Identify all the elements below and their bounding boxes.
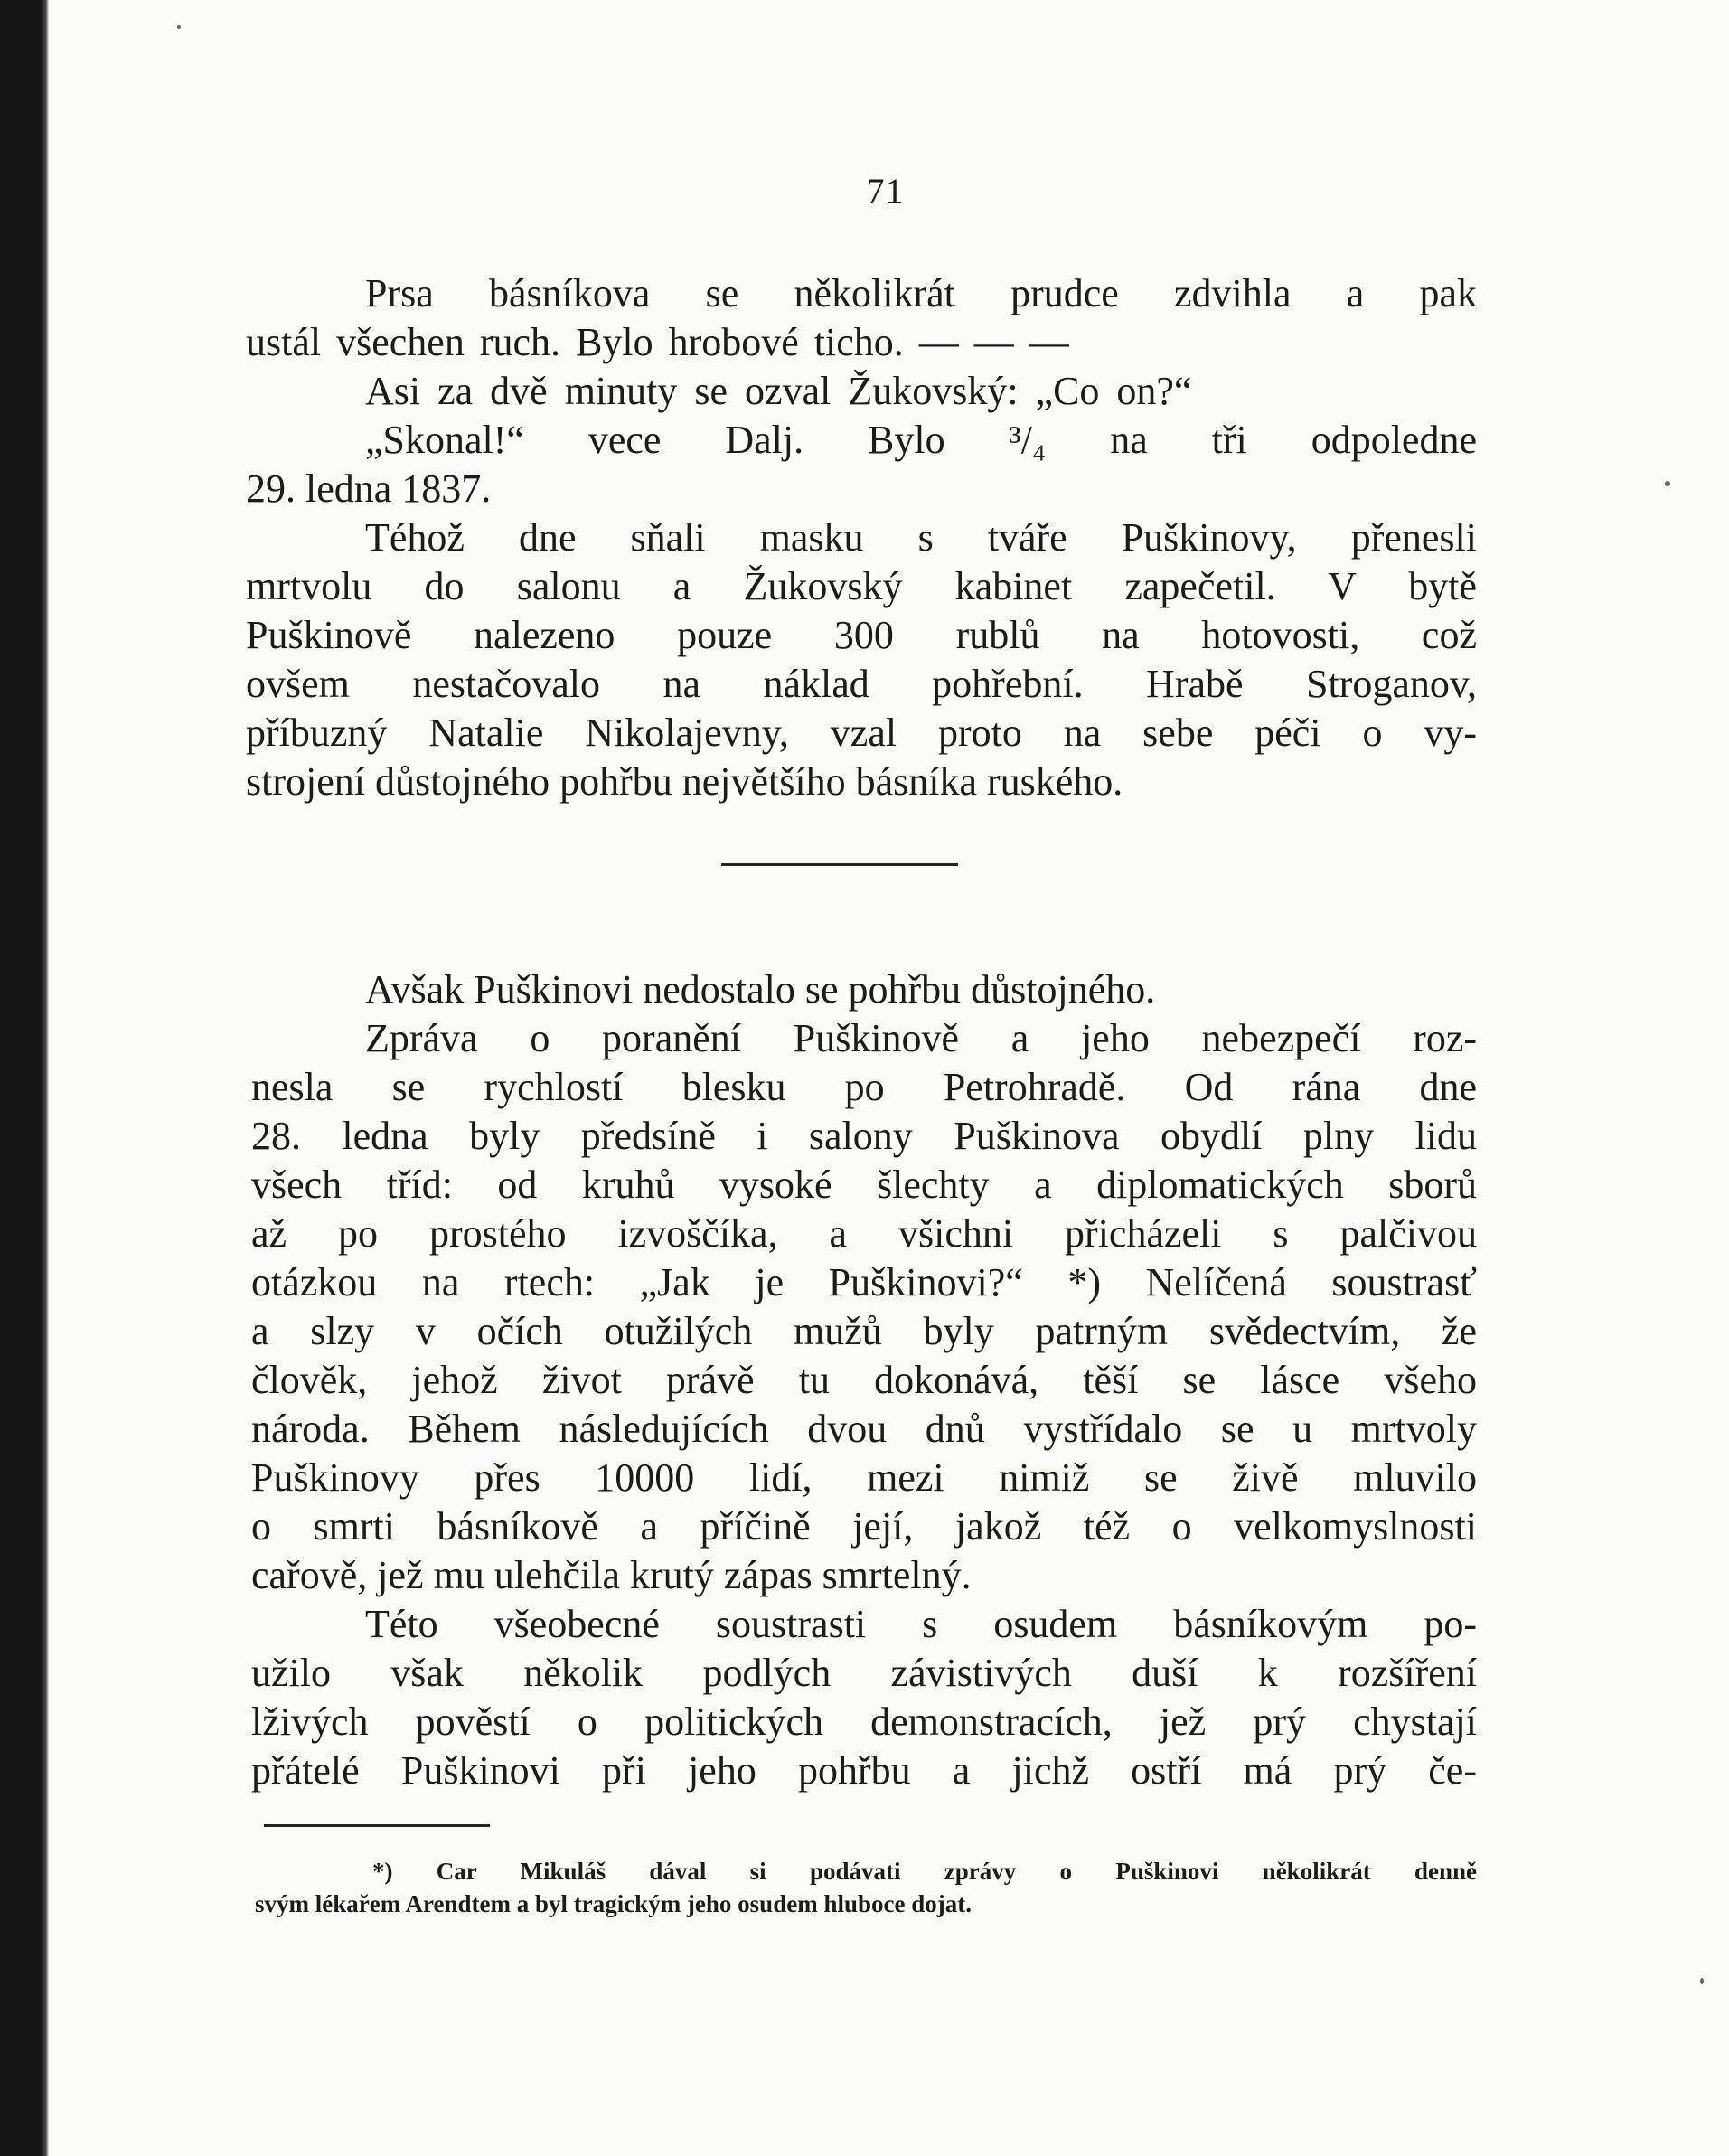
text-line: Puškinově nalezeno pouze 300 rublů na hotovosti, což bbox=[246, 613, 1477, 657]
text-line: Puškinovy přes 10000 lidí, mezi nimiž se živě mluvilo bbox=[251, 1455, 1477, 1500]
paper-speck bbox=[1665, 481, 1670, 486]
text-line: cařově, jež mu ulehčila krutý zápas smrtelný. bbox=[251, 1553, 972, 1597]
text-line: až po prostého izvoščíka, a všichni přicházeli s palčivou bbox=[251, 1211, 1477, 1256]
section-divider bbox=[721, 863, 958, 866]
page-edge bbox=[42, 0, 49, 2156]
text-line: strojení důstojného pohřbu největšího básníka ruského. bbox=[246, 759, 1123, 804]
text-line: Avšak Puškinovi nedostalo se pohřbu důstojného. bbox=[365, 967, 1156, 1012]
text-line: Zpráva o poranění Puškinově a jeho nebezpečí roz- bbox=[365, 1016, 1477, 1060]
footnote-line: svým lékařem Arendtem a byl tragickým jeho osudem hluboce dojat. bbox=[255, 1890, 972, 1917]
text-line: 29. ledna 1837. bbox=[246, 466, 492, 511]
book-page bbox=[42, 0, 1729, 2156]
text-line: „Skonal!“ vece Dalj. Bylo ³/₄ na tři odpoledne bbox=[365, 418, 1477, 462]
text-line: příbuzný Natalie Nikolajevny, vzal proto na sebe péči o vy- bbox=[246, 711, 1477, 755]
paragraph-block-1 bbox=[246, 269, 1477, 806]
footnote-line: *) Car Mikuláš dával si podávati zprávy o Puškinovi několikrát denně bbox=[372, 1858, 1477, 1885]
paragraph-block-2 bbox=[251, 965, 1477, 1795]
text-line: člověk, jehož život právě tu dokonává, těší se lásce všeho bbox=[251, 1358, 1477, 1402]
text-line: a slzy v očích otužilých mužů byly patrným svědectvím, že bbox=[251, 1309, 1477, 1353]
text-line: otázkou na rtech: „Jak je Puškinovi?“ *) Nelíčená soustrasť bbox=[251, 1260, 1477, 1304]
text-line: přátelé Puškinovi při jeho pohřbu a jichž ostří má prý če- bbox=[251, 1748, 1477, 1793]
page-number: 71 bbox=[866, 171, 905, 212]
text-line: nesla se rychlostí blesku po Petrohradě. Od rána dne bbox=[251, 1065, 1477, 1109]
text-line: všech tříd: od kruhů vysoké šlechty a diplomatických sborů bbox=[251, 1163, 1477, 1207]
text-line: 28. ledna byly předsíně i salony Puškinova obydlí plny lidu bbox=[251, 1114, 1477, 1158]
text-line: Asi za dvě minuty se ozval Žukovský: „Co on?“ bbox=[365, 369, 1192, 413]
footnote bbox=[255, 1855, 1477, 1920]
paper-speck bbox=[1700, 1978, 1704, 1984]
text-line: mrtvolu do salonu a Žukovský kabinet zapečetil. V bytě bbox=[246, 564, 1477, 608]
text-line: Téhož dne sňali masku s tváře Puškinovy, přenesli bbox=[365, 515, 1477, 560]
text-line: národa. Během následujících dvou dnů vystřídalo se u mrtvoly bbox=[251, 1407, 1477, 1451]
text-line: ustál všechen ruch. Bylo hrobové ticho. — — — bbox=[246, 320, 1069, 364]
text-line: Prsa básníkova se několikrát prudce zdvihla a pak bbox=[365, 271, 1477, 315]
text-line: o smrti básníkově a příčině její, jakož též o velkomyslnosti bbox=[251, 1504, 1477, 1549]
text-line: Této všeobecné soustrasti s osudem básníkovým po- bbox=[365, 1602, 1477, 1646]
paper-speck bbox=[177, 25, 181, 29]
text-line: ovšem nestačovalo na náklad pohřební. Hrabě Stroganov, bbox=[246, 662, 1477, 706]
footnote-divider bbox=[264, 1824, 490, 1827]
text-line: užilo však několik podlých závistivých duší k rozšíření bbox=[251, 1651, 1477, 1695]
text-line: lživých pověstí o politických demonstracích, jež prý chystají bbox=[251, 1699, 1477, 1744]
